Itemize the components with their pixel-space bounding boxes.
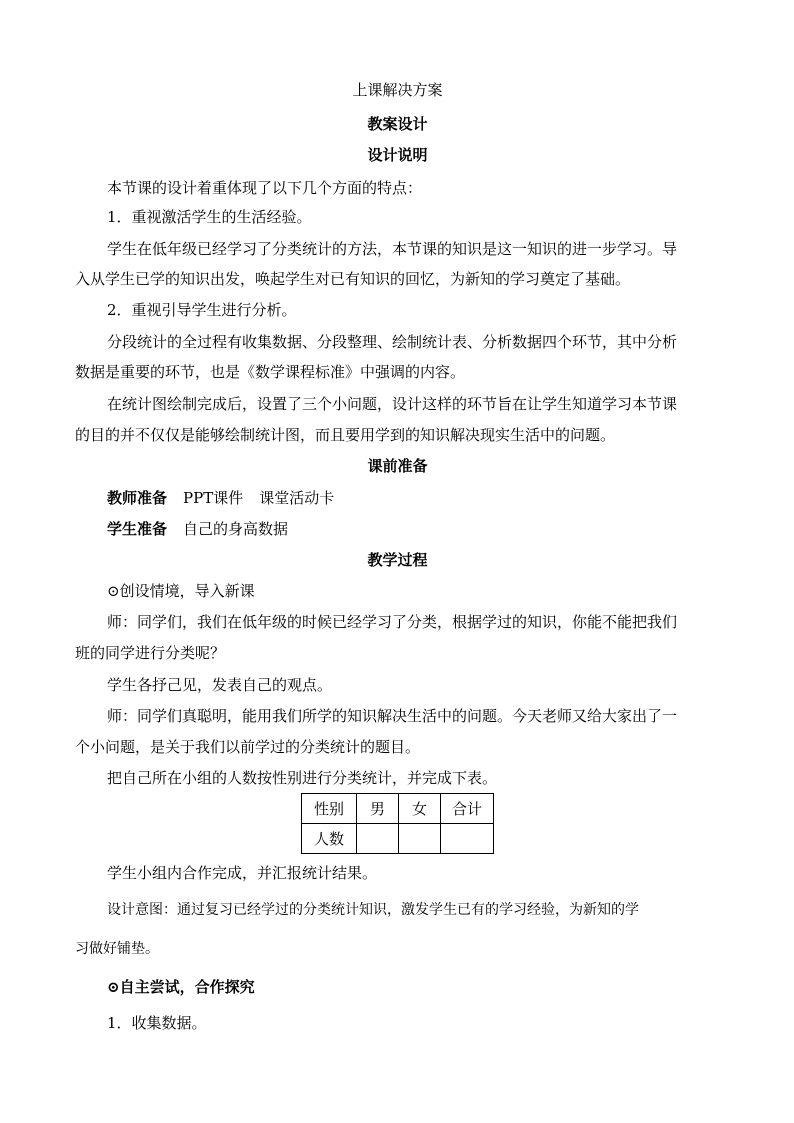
task-instruction: 把自己所在小组的人数按性别进行分类统计，并完成下表。 [107, 769, 498, 787]
table-row-label: 人数 [302, 824, 357, 854]
step2-title: ⊙自主尝试，合作探究 [107, 978, 255, 996]
table-header-cell: 男 [357, 794, 399, 824]
point3-text-line2: 的目的并不仅仅是能够绘制统计图，而且要用学到的知识解决现实生活中的问题。 [75, 426, 616, 444]
teacher-prep-item-card: 课堂活动卡 [259, 489, 335, 507]
table-row [302, 824, 494, 854]
student-prep-item-height: 自己的身高数据 [183, 520, 289, 538]
table-header-cell: 女 [399, 794, 441, 824]
table-empty-cell [357, 824, 399, 854]
lesson-plan-heading: 教案设计 [367, 115, 428, 133]
point1-text-line1: 学生在低年级已经学习了分类统计的方法，本节课的知识是这一知识的进一步学习。导 [107, 240, 678, 258]
point3-text-line1: 在统计图绘制完成后，设置了三个小问题，设计这样的环节旨在让学生知道学习本节课 [107, 395, 678, 413]
student-prep-label: 学生准备 [107, 520, 168, 538]
step2-item1: 1．收集数据。 [107, 1014, 207, 1032]
step1-title: ⊙创设情境，导入新课 [107, 582, 255, 600]
student-prep-row [107, 519, 752, 539]
design-intent-line1: 设计意图：通过复习已经学过的分类统计知识，激发学生已有的学习经验，为新知的学 [107, 902, 639, 918]
design-intent-line2: 习做好铺垫。 [75, 941, 159, 957]
group-report: 学生小组内合作完成，并汇报统计结果。 [107, 864, 378, 882]
table-header-cell: 性别 [302, 794, 357, 824]
preparation-heading: 课前准备 [367, 457, 428, 475]
teacher-question-line1: 师：同学们，我们在低年级的时候已经学习了分类，根据学过的知识，你能不能把我们 [107, 613, 678, 631]
teacher-prep-row [107, 488, 752, 508]
teacher-question-line2: 班的同学进行分类呢？ [75, 644, 226, 662]
teaching-process-heading: 教学过程 [367, 551, 428, 569]
point1-text-line2: 入从学生已学的知识出发，唤起学生对已有知识的回忆，为新知的学习奠定了基础。 [75, 270, 631, 288]
student-response: 学生各抒己见，发表自己的观点。 [107, 676, 333, 694]
design-notes-heading: 设计说明 [367, 146, 428, 164]
table-header-row [302, 794, 494, 824]
point2-text-line1: 分段统计的全过程有收集数据、分段整理、绘制统计表、分析数据四个环节，其中分析 [107, 333, 678, 351]
teacher-prep-item-ppt: PPT课件 [183, 489, 244, 507]
point2-title: 2．重视引导学生进行分析。 [107, 301, 297, 319]
teacher-praise-line1: 师：同学们真聪明，能用我们所学的知识解决生活中的问题。今天老师又给大家出了一 [107, 707, 678, 725]
design-intro: 本节课的设计着重体现了以下几个方面的特点： [107, 179, 423, 197]
gender-count-table [301, 793, 494, 854]
document-title: 上课解决方案 [352, 81, 443, 99]
point2-text-line2: 数据是重要的环节，也是《数学课程标准》中强调的内容。 [75, 363, 466, 381]
teacher-prep-label: 教师准备 [107, 489, 168, 507]
teacher-praise-line2: 个小问题，是关于我们以前学过的分类统计的题目。 [75, 738, 421, 756]
table-header-cell: 合计 [441, 794, 494, 824]
table-empty-cell [399, 824, 441, 854]
table-empty-cell [441, 824, 494, 854]
point1-title: 1．重视激活学生的生活经验。 [107, 208, 312, 226]
